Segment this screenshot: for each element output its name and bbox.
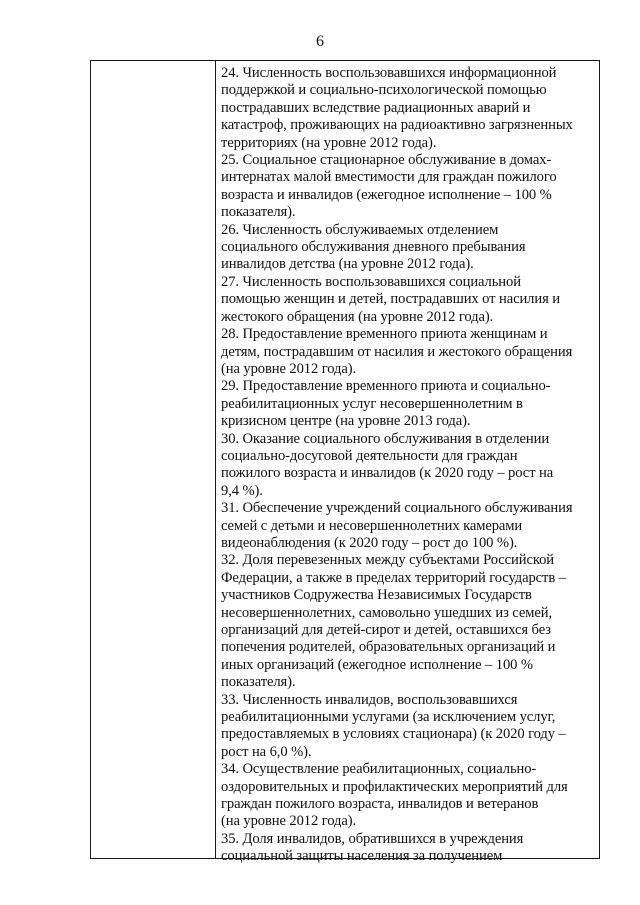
text-line: показателя). bbox=[221, 204, 296, 221]
list-item bbox=[221, 378, 597, 430]
text-line: социально-досуговой деятельности для граждан bbox=[221, 447, 518, 464]
text-line: реабилитационными услугами (за исключением услуг, bbox=[221, 709, 556, 726]
text-line: пострадавших вследствие радиационных аварий и bbox=[221, 99, 531, 116]
text-line: пожилого возраста и инвалидов (к 2020 году – рост на bbox=[221, 465, 554, 482]
text-line: помощью женщин и детей, пострадавших от насилия и bbox=[221, 291, 560, 308]
text-line: территориях (на уровне 2012 года). bbox=[221, 134, 437, 151]
text-line: организаций для детей-сирот и детей, оставшихся без bbox=[221, 622, 551, 638]
text-line: 32. Доля перевезенных между субъектами Российской bbox=[221, 552, 555, 569]
list-item bbox=[221, 326, 597, 378]
text-line: 30. Оказание социального обслуживания в отделении bbox=[221, 430, 550, 447]
text-line: 27. Численность воспользовавшихся социальной bbox=[221, 273, 521, 290]
text-line: видеонаблюдения (к 2020 году – рост до 100 %). bbox=[221, 534, 518, 551]
text-line: 31. Обеспечение учреждений социального обслуживания bbox=[221, 500, 573, 517]
table-right-cell bbox=[221, 65, 597, 866]
text-line: оздоровительных и профилактических мероприятий для bbox=[221, 778, 568, 795]
text-line: социальной защиты населения за получением bbox=[221, 848, 503, 865]
text-line: 29. Предоставление временного приюта и социально- bbox=[221, 378, 551, 395]
list-item bbox=[221, 65, 597, 152]
text-line: участников Содружества Независимых Государств bbox=[221, 587, 532, 604]
text-line: показателя). bbox=[221, 674, 296, 691]
text-line: инвалидов детства (на уровне 2012 года). bbox=[221, 256, 474, 273]
text-line: рост на 6,0 %). bbox=[221, 743, 312, 760]
text-line: 24. Численность воспользовавшихся информационной bbox=[221, 65, 557, 81]
text-line: попечения родителей, образовательных организаций и bbox=[221, 639, 556, 656]
text-line: (на уровне 2012 года). bbox=[221, 360, 357, 377]
text-line: несовершеннолетних, самовольно ушедших из семей, bbox=[221, 604, 553, 621]
text-line: детям, пострадавшим от насилия и жестокого обращения bbox=[221, 343, 573, 360]
text-line: 34. Осуществление реабилитационных, социально- bbox=[221, 761, 537, 778]
text-line: социального обслуживания дневного пребывания bbox=[221, 239, 526, 256]
list-item bbox=[221, 692, 597, 762]
text-line: интернатах малой вместимости для граждан пожилого bbox=[221, 169, 557, 186]
text-line: семей с детьми и несовершеннолетних камерами bbox=[221, 517, 523, 534]
text-line: жестокого обращения (на уровне 2012 года). bbox=[221, 308, 494, 325]
text-line: Федерации, а также в пределах территорий государств – bbox=[221, 569, 566, 586]
text-line: 25. Социальное стационарное обслуживание в домах- bbox=[221, 152, 552, 169]
text-line: катастроф, проживающих на радиоактивно загрязненных bbox=[221, 117, 573, 134]
text-line: (на уровне 2012 года). bbox=[221, 813, 357, 830]
text-line: 28. Предоставление временного приюта женщинам и bbox=[221, 326, 548, 343]
document-table bbox=[90, 60, 600, 865]
text-line: 35. Доля инвалидов, обратившихся в учреждения bbox=[221, 830, 524, 847]
list-item bbox=[221, 152, 597, 222]
text-line: граждан пожилого возраста, инвалидов и ветеранов bbox=[221, 796, 539, 813]
column-divider bbox=[215, 61, 216, 858]
list-item bbox=[221, 500, 597, 552]
text-line: 33. Численность инвалидов, воспользовавшихся bbox=[221, 691, 518, 708]
text-line: иных организаций (ежегодное исполнение – 100 % bbox=[221, 656, 533, 673]
text-line: реабилитационных услуг несовершеннолетним в bbox=[221, 395, 523, 412]
list-item bbox=[221, 274, 597, 326]
list-item bbox=[221, 222, 597, 274]
list-item bbox=[221, 831, 597, 866]
page-number: 6 bbox=[316, 33, 324, 50]
text-line: 26. Численность обслуживаемых отделением bbox=[221, 221, 499, 238]
text-line: возраста и инвалидов (ежегодное исполнение – 100 % bbox=[221, 186, 552, 203]
table-left-cell bbox=[91, 61, 215, 858]
text-line: предоставляемых в условиях стационара) (к 2020 году – bbox=[221, 726, 566, 743]
text-line: поддержкой и социально-психологической помощью bbox=[221, 82, 547, 99]
text-line: 9,4 %). bbox=[221, 482, 263, 499]
list-item bbox=[221, 552, 597, 691]
list-item bbox=[221, 761, 597, 831]
list-item bbox=[221, 431, 597, 501]
text-line: кризисном центре (на уровне 2013 года). bbox=[221, 413, 471, 430]
